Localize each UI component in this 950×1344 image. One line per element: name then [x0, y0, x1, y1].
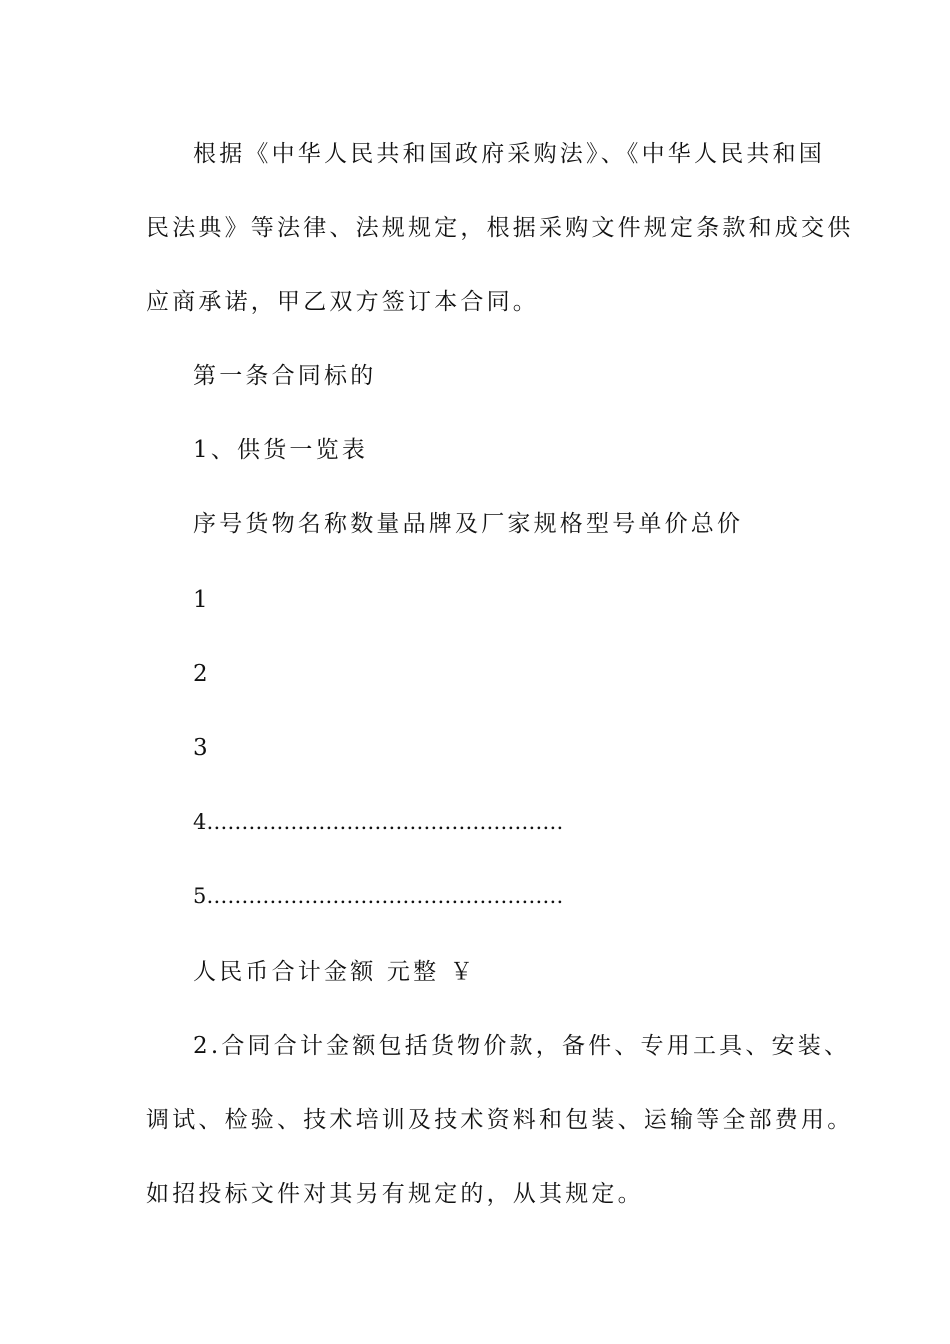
- paragraph-intro-line-1: 根据《中华人民共和国政府采购法》、《中华人民共和国: [193, 141, 825, 167]
- supply-table-header: 序号货物名称数量品牌及厂家规格型号单价总价: [193, 511, 744, 537]
- paragraph-intro-line-3: 应商承诺，甲乙双方签订本合同。: [146, 289, 539, 315]
- supply-row-2: 2: [193, 661, 208, 687]
- paragraph-price-line-2: 调试、检验、技术培训及技术资料和包装、运输等全部费用。: [146, 1107, 854, 1133]
- supply-row-3: 3: [193, 735, 208, 761]
- paragraph-intro-line-2: 民法典》等法律、法规规定，根据采购文件规定条款和成交供: [146, 215, 854, 241]
- subheading-supply-list: 1、供货一览表: [193, 437, 369, 463]
- supply-row-1: 1: [193, 587, 208, 613]
- paragraph-price-line-3: 如招投标文件对其另有规定的，从其规定。: [146, 1181, 644, 1207]
- supply-row-5: 5……………………………………………: [193, 884, 564, 908]
- supply-row-4: 4……………………………………………: [193, 810, 564, 834]
- section-heading-article-1: 第一条合同标的: [193, 363, 377, 389]
- paragraph-price-line-1: 2.合同合计金额包括货物价款，备件、专用工具、安装、: [193, 1033, 851, 1059]
- total-amount-line: 人民币合计金额 元整 ￥: [193, 959, 477, 985]
